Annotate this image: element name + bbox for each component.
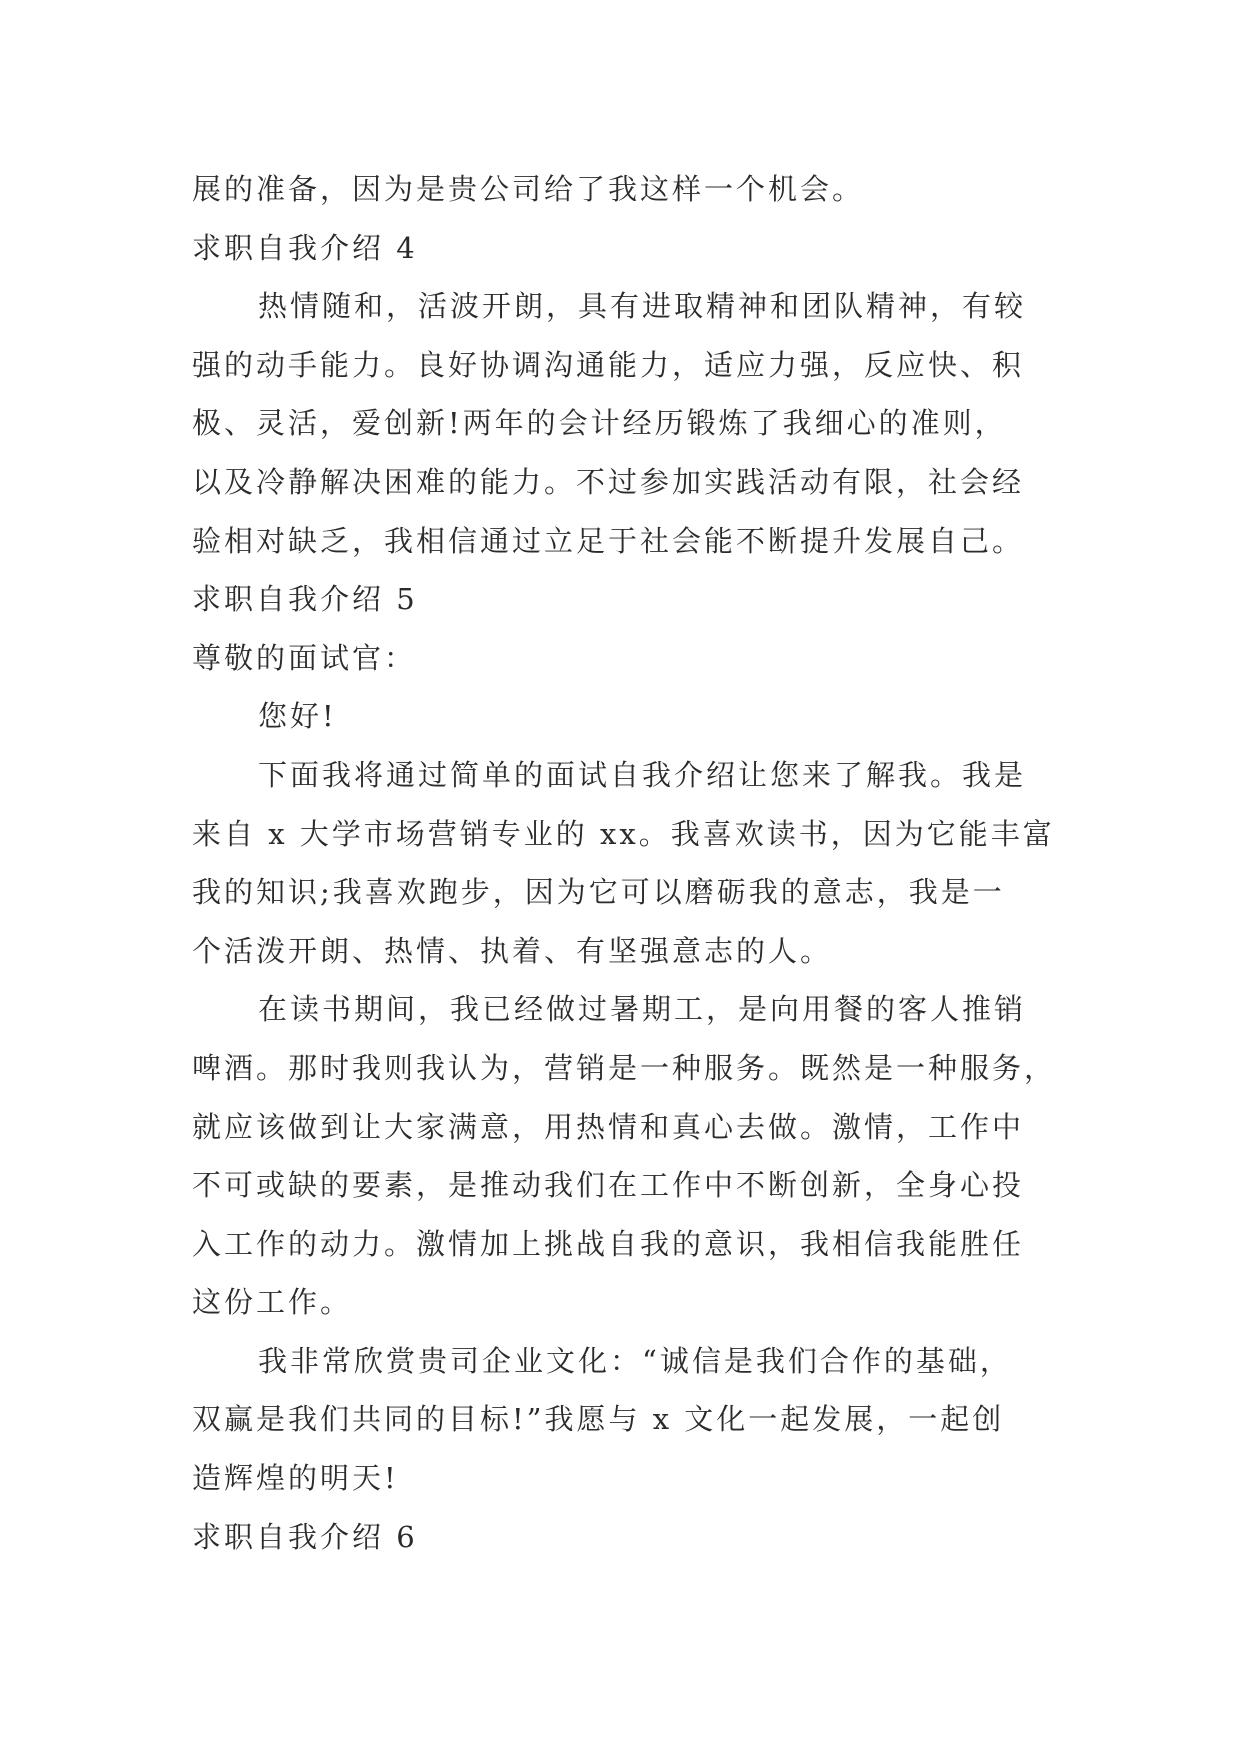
text-line: 展的准备，因为是贵公司给了我这样一个机会。 xyxy=(192,172,865,206)
section-heading-4: 求职自我介绍 4 xyxy=(192,230,418,265)
text-line: 热情随和，活波开朗，具有进取精神和团队精神，有较 xyxy=(258,289,1027,324)
greeting: 您好! xyxy=(258,699,337,734)
text-line: 啤酒。那时我则我认为，营销是一种服务。既然是一种服务， xyxy=(192,1050,1057,1085)
section-heading-5: 求职自我介绍 5 xyxy=(192,582,418,617)
text-line: 造辉煌的明天! xyxy=(192,1461,399,1496)
text-line: 下面我将通过简单的面试自我介绍让您来了解我。我是 xyxy=(258,757,1027,792)
text-line: 在读书期间，我已经做过暑期工，是向用餐的客人推销 xyxy=(258,992,1027,1027)
text-line: 我非常欣赏贵司企业文化：“诚信是我们合作的基础， xyxy=(258,1343,1012,1378)
text-line: 强的动手能力。良好协调沟通能力，适应力强，反应快、积 xyxy=(192,347,1025,382)
text-line: 以及冷静解决困难的能力。不过参加实践活动有限，社会经 xyxy=(192,464,1025,499)
text-line: 就应该做到让大家满意，用热情和真心去做。激情，工作中 xyxy=(192,1109,1025,1144)
text-line: 这份工作。 xyxy=(192,1285,353,1320)
text-line: 入工作的动力。激情加上挑战自我的意识，我相信我能胜任 xyxy=(192,1226,1025,1261)
text-line: 个活泼开朗、热情、执着、有坚强意志的人。 xyxy=(192,933,833,968)
section-heading-6: 求职自我介绍 6 xyxy=(192,1519,418,1554)
text-line: 极、灵活，爱创新!两年的会计经历锻炼了我细心的准则， xyxy=(192,406,1007,441)
text-line: 验相对缺乏，我相信通过立足于社会能不断提升发展自己。 xyxy=(192,523,1025,558)
salutation: 尊敬的面试官： xyxy=(192,640,417,675)
text-line: 双赢是我们共同的目标!”我愿与 x 文化一起发展，一起创 xyxy=(192,1402,1005,1437)
text-line: 我的知识;我喜欢跑步，因为它可以磨砺我的意志，我是一 xyxy=(192,875,1005,910)
document-body xyxy=(192,160,1072,1566)
text-line: 不可或缺的要素，是推动我们在工作中不断创新，全身心投 xyxy=(192,1168,1025,1203)
text-line: 来自 x 大学市场营销专业的 xx。我喜欢读书，因为它能丰富 xyxy=(192,816,1055,851)
